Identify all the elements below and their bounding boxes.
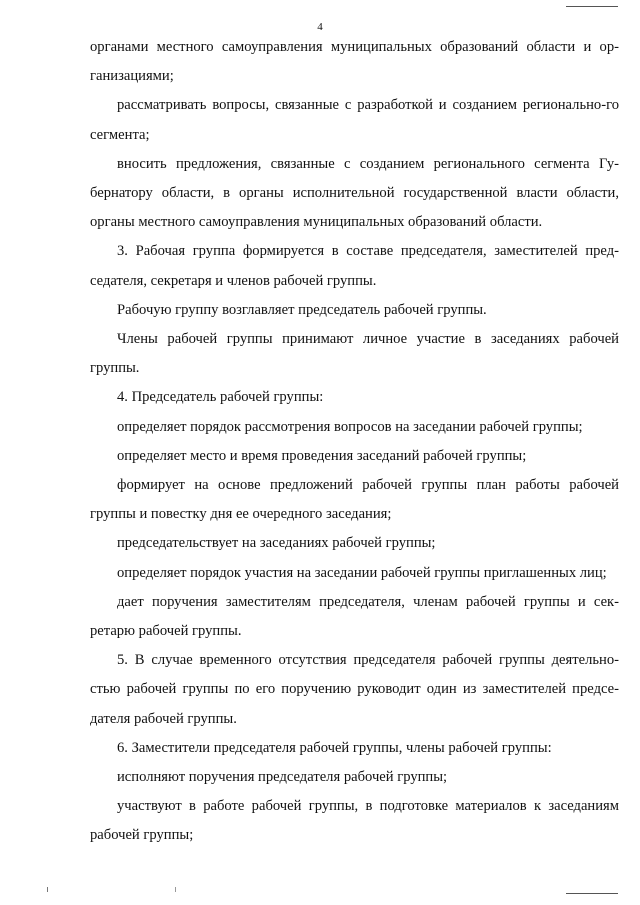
page-number: 4 (317, 21, 323, 33)
paragraph: дает поручения заместителям председателя, членам рабочей группы и сек-ретарю рабочей группы. (90, 593, 619, 640)
paragraph: определяет порядок участия на заседании рабочей группы приглашенных лиц; (117, 564, 607, 581)
paragraph: формирует на основе предложений рабочей группы план работы рабочей группы и повестку дня ее очередного заседания; (90, 477, 619, 523)
scan-tick-left (47, 887, 48, 892)
paragraph: 4. Председатель рабочей группы: (117, 389, 324, 406)
paragraph: участвуют в работе рабочей группы, в подготовке материалов к заседаниям рабочей группы; (90, 798, 619, 844)
scan-tick-mid (175, 887, 176, 892)
scan-mark-bottom (566, 893, 618, 894)
paragraph: определяет место и время проведения заседаний рабочей группы; (117, 447, 527, 464)
paragraph: рассматривать вопросы, связанные с разработкой и созданием регионально-го сегмента; (90, 97, 619, 143)
document-body (90, 33, 619, 851)
paragraph: Рабочую группу возглавляет председатель рабочей группы. (117, 301, 487, 318)
paragraph: председательствует на заседаниях рабочей группы; (117, 535, 436, 552)
paragraph: определяет порядок рассмотрения вопросов на заседании рабочей группы; (117, 418, 583, 435)
paragraph: 5. В случае временного отсутствия председателя рабочей группы деятельно-стью рабочей группы по его поручению руководит один из заместителей предсе-дателя рабочей группы. (90, 652, 619, 727)
scan-mark-top (566, 6, 618, 7)
paragraph: 6. Заместители председателя рабочей группы, члены рабочей группы: (117, 739, 552, 756)
paragraph: 3. Рабочая группа формируется в составе председателя, заместителей пред-седателя, секретаря и членов рабочей группы. (90, 243, 619, 289)
paragraph: органами местного самоуправления муниципальных образований области и ор-ганизациями; (90, 39, 619, 85)
paragraph: исполняют поручения председателя рабочей группы; (117, 769, 448, 786)
paragraph: вносить предложения, связанные с созданием регионального сегмента Гу-бернатору области, в органы исполнительной государственной власти области, органы местного самоуправления муниципальных образований области. (90, 155, 619, 231)
paragraph: Члены рабочей группы принимают личное участие в заседаниях рабочей группы. (90, 331, 619, 377)
